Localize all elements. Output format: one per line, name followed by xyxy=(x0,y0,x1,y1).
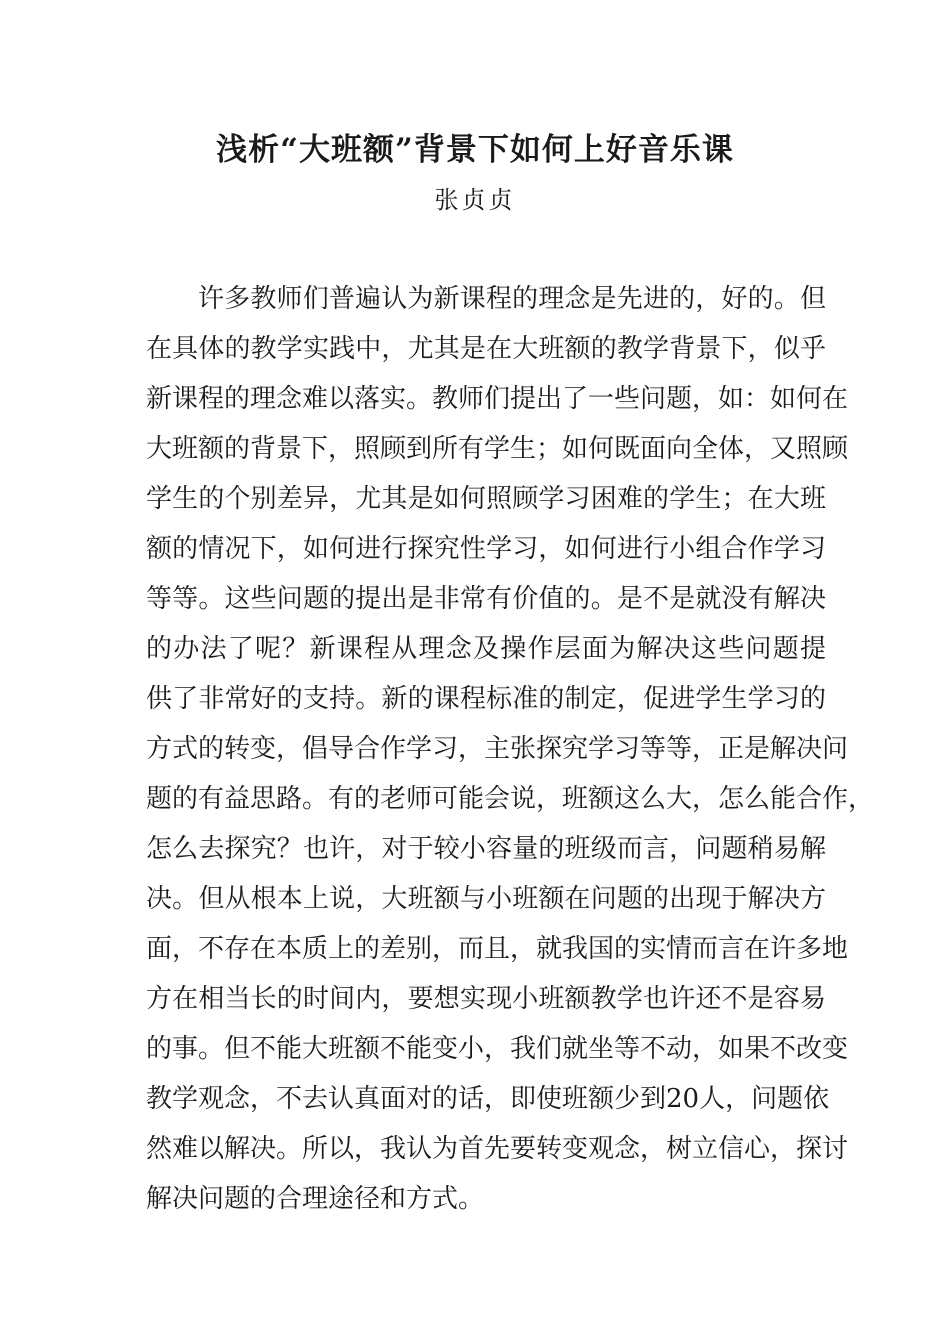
paragraph-line: 面，不存在本质上的差别，而且，就我国的实情而言在许多地 xyxy=(146,934,849,964)
paragraph-line: 方式的转变，倡导合作学习，主张探究学习等等，正是解决问 xyxy=(146,734,849,764)
document-title: 浅析“大班额”背景下如何上好音乐课 xyxy=(216,132,734,168)
paragraph-line: 怎么去探究？也许，对于较小容量的班级而言，问题稍易解 xyxy=(146,834,826,864)
paragraph-line: 额的情况下，如何进行探究性学习，如何进行小组合作学习 xyxy=(146,534,826,564)
paragraph-line: 解决问题的合理途径和方式。 xyxy=(146,1184,485,1214)
paragraph-line: 的办法了呢？新课程从理念及操作层面为解决这些问题提 xyxy=(146,634,826,664)
paragraph-line: 的事。但不能大班额不能变小，我们就坐等不动，如果不改变 xyxy=(146,1034,849,1064)
paragraph-line: 教学观念，不去认真面对的话，即使班额少到20人，问题依 xyxy=(146,1084,830,1114)
body-paragraph xyxy=(146,279,875,1229)
paragraph-line: 在具体的教学实践中，尤其是在大班额的教学背景下，似乎 xyxy=(146,334,826,364)
paragraph-line: 等等。这些问题的提出是非常有价值的。是不是就没有解决 xyxy=(146,584,826,614)
paragraph-line: 供了非常好的支持。新的课程标准的制定，促进学生学习的 xyxy=(146,684,826,714)
paragraph-line: 方在相当长的时间内，要想实现小班额教学也许还不是容易 xyxy=(146,984,826,1014)
paragraph-line: 大班额的背景下，照顾到所有学生；如何既面向全体，又照顾 xyxy=(146,434,849,464)
paragraph-line: 题的有益思路。有的老师可能会说，班额这么大，怎么能合作， xyxy=(146,784,875,814)
paragraph-line: 决。但从根本上说，大班额与小班额在问题的出现于解决方 xyxy=(146,884,826,914)
paragraph-line: 然难以解决。所以，我认为首先要转变观念，树立信心，探讨 xyxy=(146,1134,849,1164)
document-author: 张贞贞 xyxy=(434,186,516,214)
paragraph-line: 许多教师们普遍认为新课程的理念是先进的，好的。但 xyxy=(198,284,826,314)
paragraph-line: 新课程的理念难以落实。教师们提出了一些问题，如：如何在 xyxy=(146,384,849,414)
paragraph-line: 学生的个别差异，尤其是如何照顾学习困难的学生；在大班 xyxy=(146,484,826,514)
